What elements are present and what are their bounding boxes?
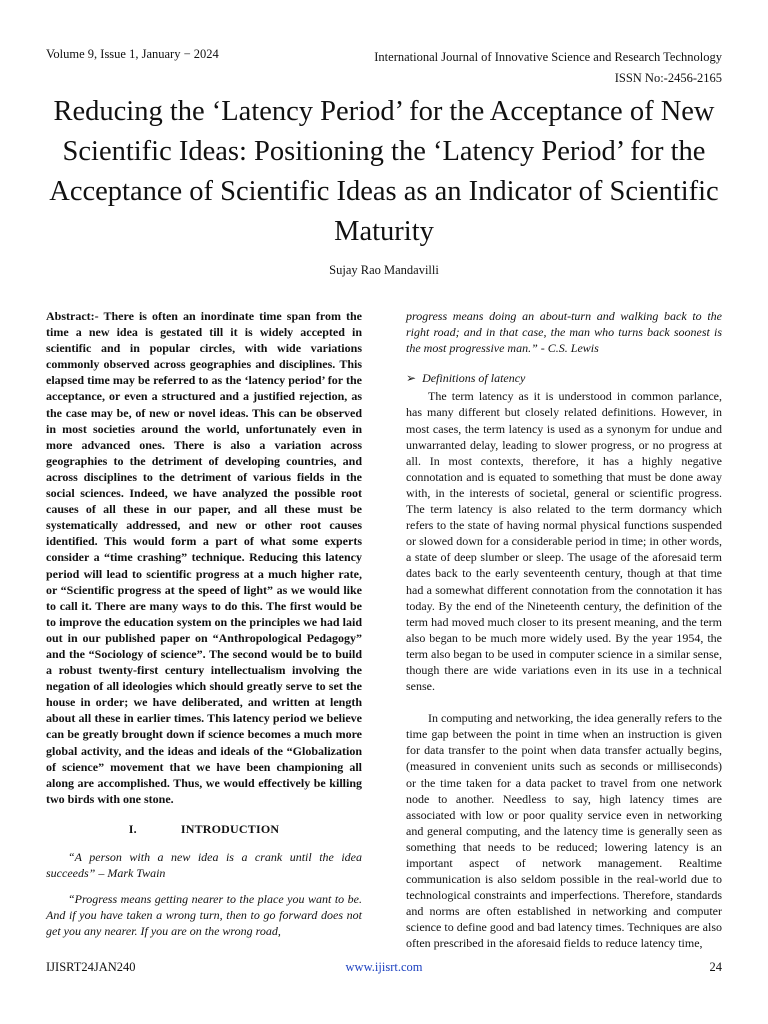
abstract: Abstract:- There is often an inordinate time span from the time a new idea is gestated till it is widely accepted in scientific and in popular circles, with wide variations commonly observed across geographies and disciplines. This elapsed time may be referred to as the ‘latency period’ for the acceptance, or even a structured and a justified rejection, as the case may be, of new or novel ideas. This can be observed in most societies around the world, unfortunately even in more advanced ones. There is also a variation across geographies to the detriment of developing countries, and across disciplines to the detriment of various fields in the social sciences. Indeed, we have analyzed the possible root causes of all these in our paper, and all these must be systematically addressed, and new or other root causes identified. This would form a part of what some experts consider a “time crashing” technique. Reducing this latency period will lead to scientific progress at a much higher rate, or “Scientific progress at the speed of light” as we would like to call it. There are many ways to do this. The first would be to improve the education system on the principles we had laid out in our published paper on “Anthropological Pedagogy” and the “Sociology of science”. The second would be to build a robust twenty-first century intellectualism involving the negation of all ideologies which should greatly serve to set the house in order; we have deliberated, and written at length about all these in earlier times. This latency period we believe can be greatly brought down if science becomes a much more global activity, and the ideas and ideals of the “Globalization of science” movement that we have been championing all along are accomplished. Thus, we would effectively be killing two birds with one stone.: [46, 309, 362, 806]
paper-id: IJISRT24JAN240: [46, 960, 136, 974]
subsection-title: Definitions of latency: [422, 371, 526, 386]
right-column: [406, 308, 722, 968]
paragraph: In computing and networking, the idea generally refers to the time gap between the point in time when an instruction is given for data transfer to the point when data transfer actually begins, (measured in convenient units such as seconds or milliseconds) or the time taken for a data packet to travel from one network node to another. Needless to say, high latency times are associated with low or poor quality service even in networking and general computing, and the latency time is generally seen as something that needs to be reduced; lowering latency is an important aspect of network management. Realtime communication is also seldom possible in the real-world due to technological constraints and imperfections. Therefore, standards and norms are often established in networking and computer science to define good and bad latency times. Techniques are also often prescribed in the aforesaid fields to reduce latency time,: [406, 711, 722, 951]
page-number: 24: [709, 960, 722, 974]
quote-cs-lewis-end: progress means doing an about-turn and walking back to the right road; and in that case, the man who turns back soonest is the most progressive man.” - C.S. Lewis: [406, 309, 722, 356]
journal-header: [374, 47, 722, 89]
quote-cs-lewis-start: “Progress means getting nearer to the place you want to be. And if you have taken a wrong turn, then to go forward does not get you any nearer. If you are on the wrong road,: [46, 892, 362, 939]
arrow-bullet-icon: ➢: [406, 371, 417, 386]
paper-title: Reducing the ‘Latency Period’ for the Acceptance of New Scientific Ideas: Positioning the ‘Latency Period’ for the Acceptance of Scientific Ideas as an Indicator of Scientific Maturity: [49, 96, 719, 247]
journal-name: International Journal of Innovative Science and Research Technology: [374, 50, 722, 64]
subsection-heading-definitions: [406, 370, 722, 386]
section-title: INTRODUCTION: [180, 821, 280, 836]
website-link[interactable]: www.ijisrt.com: [345, 960, 423, 974]
section-number: I.: [128, 821, 137, 836]
issn: ISSN No:-2456-2165: [614, 71, 722, 85]
left-column: [46, 308, 362, 949]
paragraph: The term latency as it is understood in common parlance, has many different but closely related definitions. However, in most cases, the term latency is used as a synonym for undue and unwarranted delay, leading to slower progress, or no progress at all. In most contexts, therefore, it has a highly negative connotation and is equated to something that must be done away with, in the interests of societal, general or scientific progress. The term latency is also related to the term dormancy which refers to the state of having normal physical functions suspended or slowed down for a considerable period in time; in other words, a state of deep slumber or sleep. The usage of the aforesaid term dates back to the early seventeenth century, though at that time had a somewhat different connotation from the connotation it has today. By the end of the Nineteenth century, the definition of the term had moved much closer to its present meaning, and the term also began to be much more widely used. By the year 1954, the term also began to be used in computer science in a similar sense, though there are wide variations even in its use in a technical sense.: [406, 389, 722, 694]
volume-info: Volume 9, Issue 1, January − 2024: [46, 47, 219, 61]
section-heading-introduction: [46, 821, 362, 837]
author-name: Sujay Rao Mandavilli: [329, 263, 439, 277]
quote-mark-twain: “A person with a new idea is a crank until the idea succeeds” – Mark Twain: [46, 850, 362, 881]
